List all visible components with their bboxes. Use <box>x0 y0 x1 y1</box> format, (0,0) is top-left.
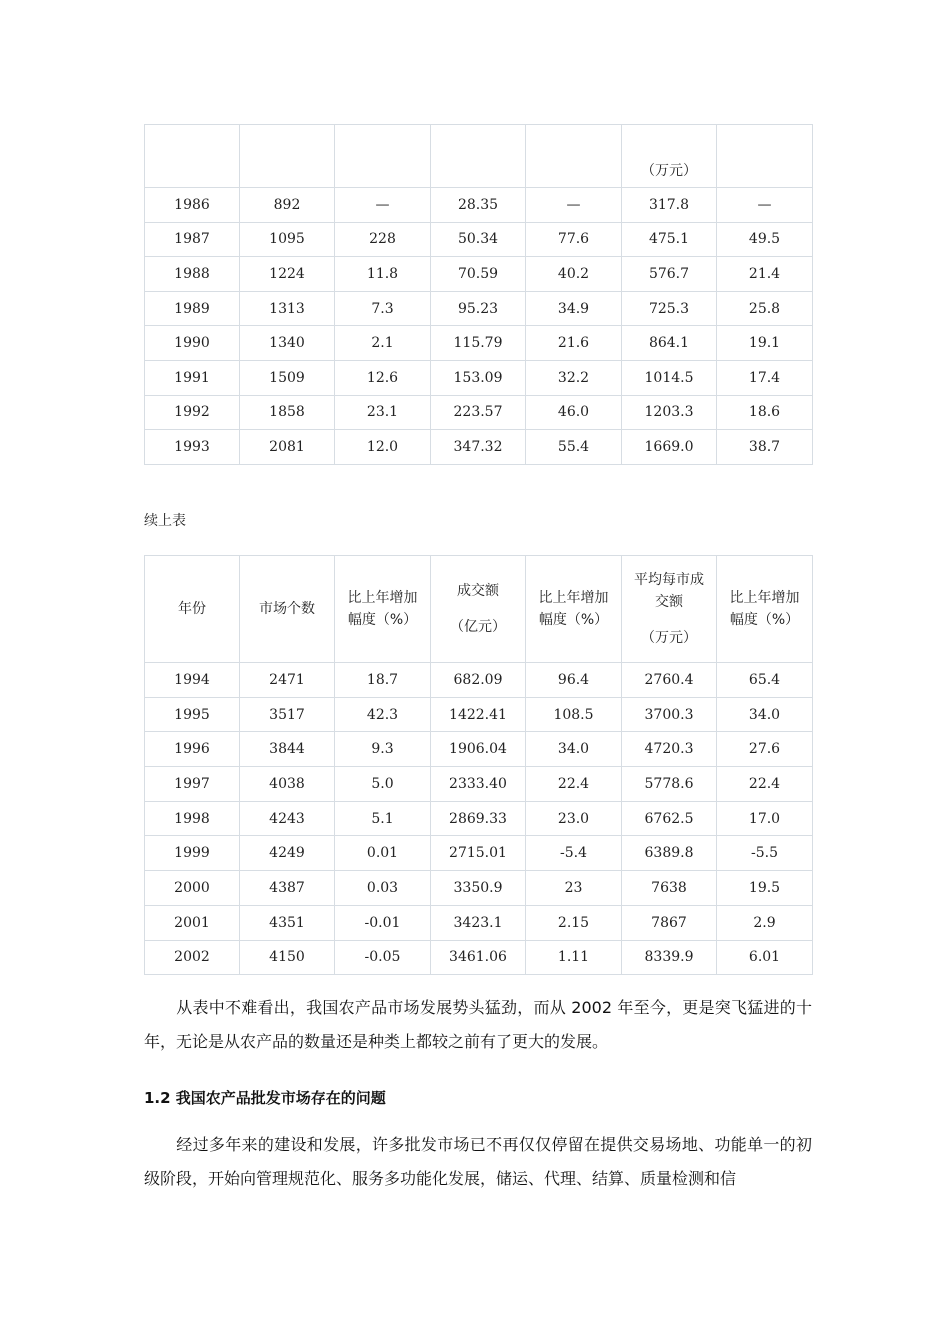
header-cell <box>717 125 813 188</box>
cell-average: 1014.5 <box>622 360 717 395</box>
cell-growth: 32.2 <box>526 360 622 395</box>
cell-growth: — <box>335 188 431 223</box>
cell-growth: 17.0 <box>717 801 813 836</box>
cell-growth: 55.4 <box>526 430 622 465</box>
cell-turnover: 115.79 <box>431 326 526 361</box>
summary-paragraph <box>144 991 812 1059</box>
cell-year: 1990 <box>145 326 240 361</box>
cell-growth: 22.4 <box>717 767 813 802</box>
table-row <box>145 767 813 802</box>
cell-market-count: 1224 <box>240 257 335 292</box>
cell-market-count: 892 <box>240 188 335 223</box>
cell-growth: 34.0 <box>526 732 622 767</box>
cell-growth: 2.1 <box>335 326 431 361</box>
cell-year: 1994 <box>145 663 240 698</box>
cell-growth: 108.5 <box>526 697 622 732</box>
cell-growth: 21.6 <box>526 326 622 361</box>
header-text: 幅度（%） <box>347 612 418 628</box>
table-caption: 续上表 <box>144 513 186 529</box>
header-text: 年份 <box>178 601 206 617</box>
section-heading: 1.2 我国农产品批发市场存在的问题 <box>144 1089 386 1107</box>
cell-turnover: 3461.06 <box>431 940 526 975</box>
cell-growth: 5.1 <box>335 801 431 836</box>
header-text: 交额 <box>655 594 683 610</box>
cell-year: 1986 <box>145 188 240 223</box>
cell-average: 6762.5 <box>622 801 717 836</box>
table-row <box>145 188 813 223</box>
table-row <box>145 732 813 767</box>
cell-growth: -0.01 <box>335 905 431 940</box>
cell-growth: 9.3 <box>335 732 431 767</box>
cell-year: 1996 <box>145 732 240 767</box>
cell-growth: 96.4 <box>526 663 622 698</box>
cell-year: 1999 <box>145 836 240 871</box>
cell-growth: 21.4 <box>717 257 813 292</box>
cell-growth: 23.0 <box>526 801 622 836</box>
cell-turnover: 2715.01 <box>431 836 526 871</box>
cell-growth: 6.01 <box>717 940 813 975</box>
cell-average: 4720.3 <box>622 732 717 767</box>
cell-growth: 17.4 <box>717 360 813 395</box>
cell-turnover: 2333.40 <box>431 767 526 802</box>
table-row <box>145 836 813 871</box>
cell-growth: 7.3 <box>335 291 431 326</box>
cell-turnover: 70.59 <box>431 257 526 292</box>
header-year <box>145 556 240 663</box>
cell-growth: 34.9 <box>526 291 622 326</box>
cell-market-count: 4243 <box>240 801 335 836</box>
header-text: 成交额 <box>457 583 499 599</box>
cell-average: 7867 <box>622 905 717 940</box>
cell-year: 2000 <box>145 871 240 906</box>
cell-average: 6389.8 <box>622 836 717 871</box>
header-turnover <box>431 556 526 663</box>
table-row <box>145 291 813 326</box>
cell-growth: 46.0 <box>526 395 622 430</box>
cell-turnover: 153.09 <box>431 360 526 395</box>
header-growth <box>526 556 622 663</box>
header-cell <box>145 125 240 188</box>
cell-growth: 77.6 <box>526 222 622 257</box>
cell-growth: 2.9 <box>717 905 813 940</box>
cell-market-count: 1313 <box>240 291 335 326</box>
cell-growth: 23.1 <box>335 395 431 430</box>
cell-average: 475.1 <box>622 222 717 257</box>
cell-average: 317.8 <box>622 188 717 223</box>
header-unit: （万元） <box>641 630 697 646</box>
table-row <box>145 326 813 361</box>
cell-average: 1203.3 <box>622 395 717 430</box>
cell-turnover: 95.23 <box>431 291 526 326</box>
header-cell <box>335 125 431 188</box>
cell-growth: 49.5 <box>717 222 813 257</box>
cell-market-count: 2471 <box>240 663 335 698</box>
cell-turnover: 223.57 <box>431 395 526 430</box>
table-row <box>145 257 813 292</box>
cell-year: 2001 <box>145 905 240 940</box>
cell-growth: 22.4 <box>526 767 622 802</box>
table-row <box>145 940 813 975</box>
table-row <box>145 360 813 395</box>
cell-growth: 42.3 <box>335 697 431 732</box>
body-paragraph <box>144 1128 812 1196</box>
cell-year: 1987 <box>145 222 240 257</box>
cell-growth: 40.2 <box>526 257 622 292</box>
cell-year: 2002 <box>145 940 240 975</box>
cell-growth: 27.6 <box>717 732 813 767</box>
cell-average: 5778.6 <box>622 767 717 802</box>
cell-growth: — <box>526 188 622 223</box>
table-row <box>145 905 813 940</box>
cell-average: 7638 <box>622 871 717 906</box>
cell-market-count: 1858 <box>240 395 335 430</box>
cell-growth: 65.4 <box>717 663 813 698</box>
cell-market-count: 2081 <box>240 430 335 465</box>
cell-market-count: 4387 <box>240 871 335 906</box>
cell-turnover: 682.09 <box>431 663 526 698</box>
cell-turnover: 2869.33 <box>431 801 526 836</box>
cell-growth: 23 <box>526 871 622 906</box>
table-row <box>145 871 813 906</box>
cell-market-count: 4038 <box>240 767 335 802</box>
cell-growth: 1.11 <box>526 940 622 975</box>
header-text: 比上年增加 <box>538 590 609 606</box>
cell-average: 1669.0 <box>622 430 717 465</box>
cell-turnover: 3350.9 <box>431 871 526 906</box>
table-row <box>145 395 813 430</box>
header-text: 比上年增加 <box>347 590 418 606</box>
cell-market-count: 3844 <box>240 732 335 767</box>
cell-average: 8339.9 <box>622 940 717 975</box>
cell-growth: 38.7 <box>717 430 813 465</box>
cell-market-count: 3517 <box>240 697 335 732</box>
cell-average: 864.1 <box>622 326 717 361</box>
cell-market-count: 4351 <box>240 905 335 940</box>
table-row <box>145 663 813 698</box>
market-table-1986-1993 <box>144 124 813 465</box>
cell-growth: 19.1 <box>717 326 813 361</box>
cell-growth: 0.01 <box>335 836 431 871</box>
cell-growth: 18.6 <box>717 395 813 430</box>
cell-average: 576.7 <box>622 257 717 292</box>
header-cell <box>526 125 622 188</box>
cell-growth: 19.5 <box>717 871 813 906</box>
cell-growth: 228 <box>335 222 431 257</box>
cell-turnover: 28.35 <box>431 188 526 223</box>
header-growth <box>335 556 431 663</box>
cell-year: 1991 <box>145 360 240 395</box>
cell-year: 1993 <box>145 430 240 465</box>
cell-turnover: 50.34 <box>431 222 526 257</box>
table-row <box>145 222 813 257</box>
cell-growth: 12.0 <box>335 430 431 465</box>
cell-growth: 11.8 <box>335 257 431 292</box>
header-text: 平均每市成 <box>634 572 704 588</box>
cell-average: 3700.3 <box>622 697 717 732</box>
cell-year: 1992 <box>145 395 240 430</box>
cell-turnover: 1422.41 <box>431 697 526 732</box>
header-text: 比上年增加 <box>729 590 800 606</box>
header-cell <box>240 125 335 188</box>
header-text: 市场个数 <box>259 601 315 617</box>
cell-growth: -0.05 <box>335 940 431 975</box>
header-cell <box>431 125 526 188</box>
header-cell-unit: （万元） <box>622 125 717 188</box>
table-header-row <box>145 556 813 663</box>
body-paragraph-text: 经过多年来的建设和发展，许多批发市场已不再仅仅停留在提供交易场地、功能单一的初级阶段，开始向管理规范化、服务多功能化发展，储运、代理、结算、质量检测和信 <box>144 1135 812 1188</box>
cell-turnover: 3423.1 <box>431 905 526 940</box>
cell-growth: -5.5 <box>717 836 813 871</box>
header-text: 幅度（%） <box>729 612 800 628</box>
cell-year: 1988 <box>145 257 240 292</box>
header-text: 幅度（%） <box>538 612 609 628</box>
cell-market-count: 4150 <box>240 940 335 975</box>
cell-growth: 25.8 <box>717 291 813 326</box>
cell-market-count: 4249 <box>240 836 335 871</box>
cell-growth: 5.0 <box>335 767 431 802</box>
cell-year: 1995 <box>145 697 240 732</box>
cell-growth: — <box>717 188 813 223</box>
cell-market-count: 1509 <box>240 360 335 395</box>
cell-growth: 2.15 <box>526 905 622 940</box>
table-row <box>145 801 813 836</box>
cell-year: 1998 <box>145 801 240 836</box>
table-row <box>145 430 813 465</box>
cell-turnover: 347.32 <box>431 430 526 465</box>
cell-year: 1997 <box>145 767 240 802</box>
cell-market-count: 1340 <box>240 326 335 361</box>
cell-growth: 34.0 <box>717 697 813 732</box>
cell-average: 2760.4 <box>622 663 717 698</box>
cell-year: 1989 <box>145 291 240 326</box>
header-market-count <box>240 556 335 663</box>
cell-average: 725.3 <box>622 291 717 326</box>
cell-growth: 0.03 <box>335 871 431 906</box>
header-unit: （亿元） <box>450 619 506 635</box>
header-growth <box>717 556 813 663</box>
header-average <box>622 556 717 663</box>
cell-growth: 18.7 <box>335 663 431 698</box>
cell-growth: 12.6 <box>335 360 431 395</box>
market-table-1994-2002 <box>144 555 813 975</box>
summary-paragraph-text: 从表中不难看出，我国农产品市场发展势头猛劲，而从 2002 年至今，更是突飞猛进的十年，无论是从农产品的数量还是种类上都较之前有了更大的发展。 <box>144 998 812 1051</box>
cell-market-count: 1095 <box>240 222 335 257</box>
table-row <box>145 697 813 732</box>
cell-growth: -5.4 <box>526 836 622 871</box>
table-header-row <box>145 125 813 188</box>
cell-turnover: 1906.04 <box>431 732 526 767</box>
